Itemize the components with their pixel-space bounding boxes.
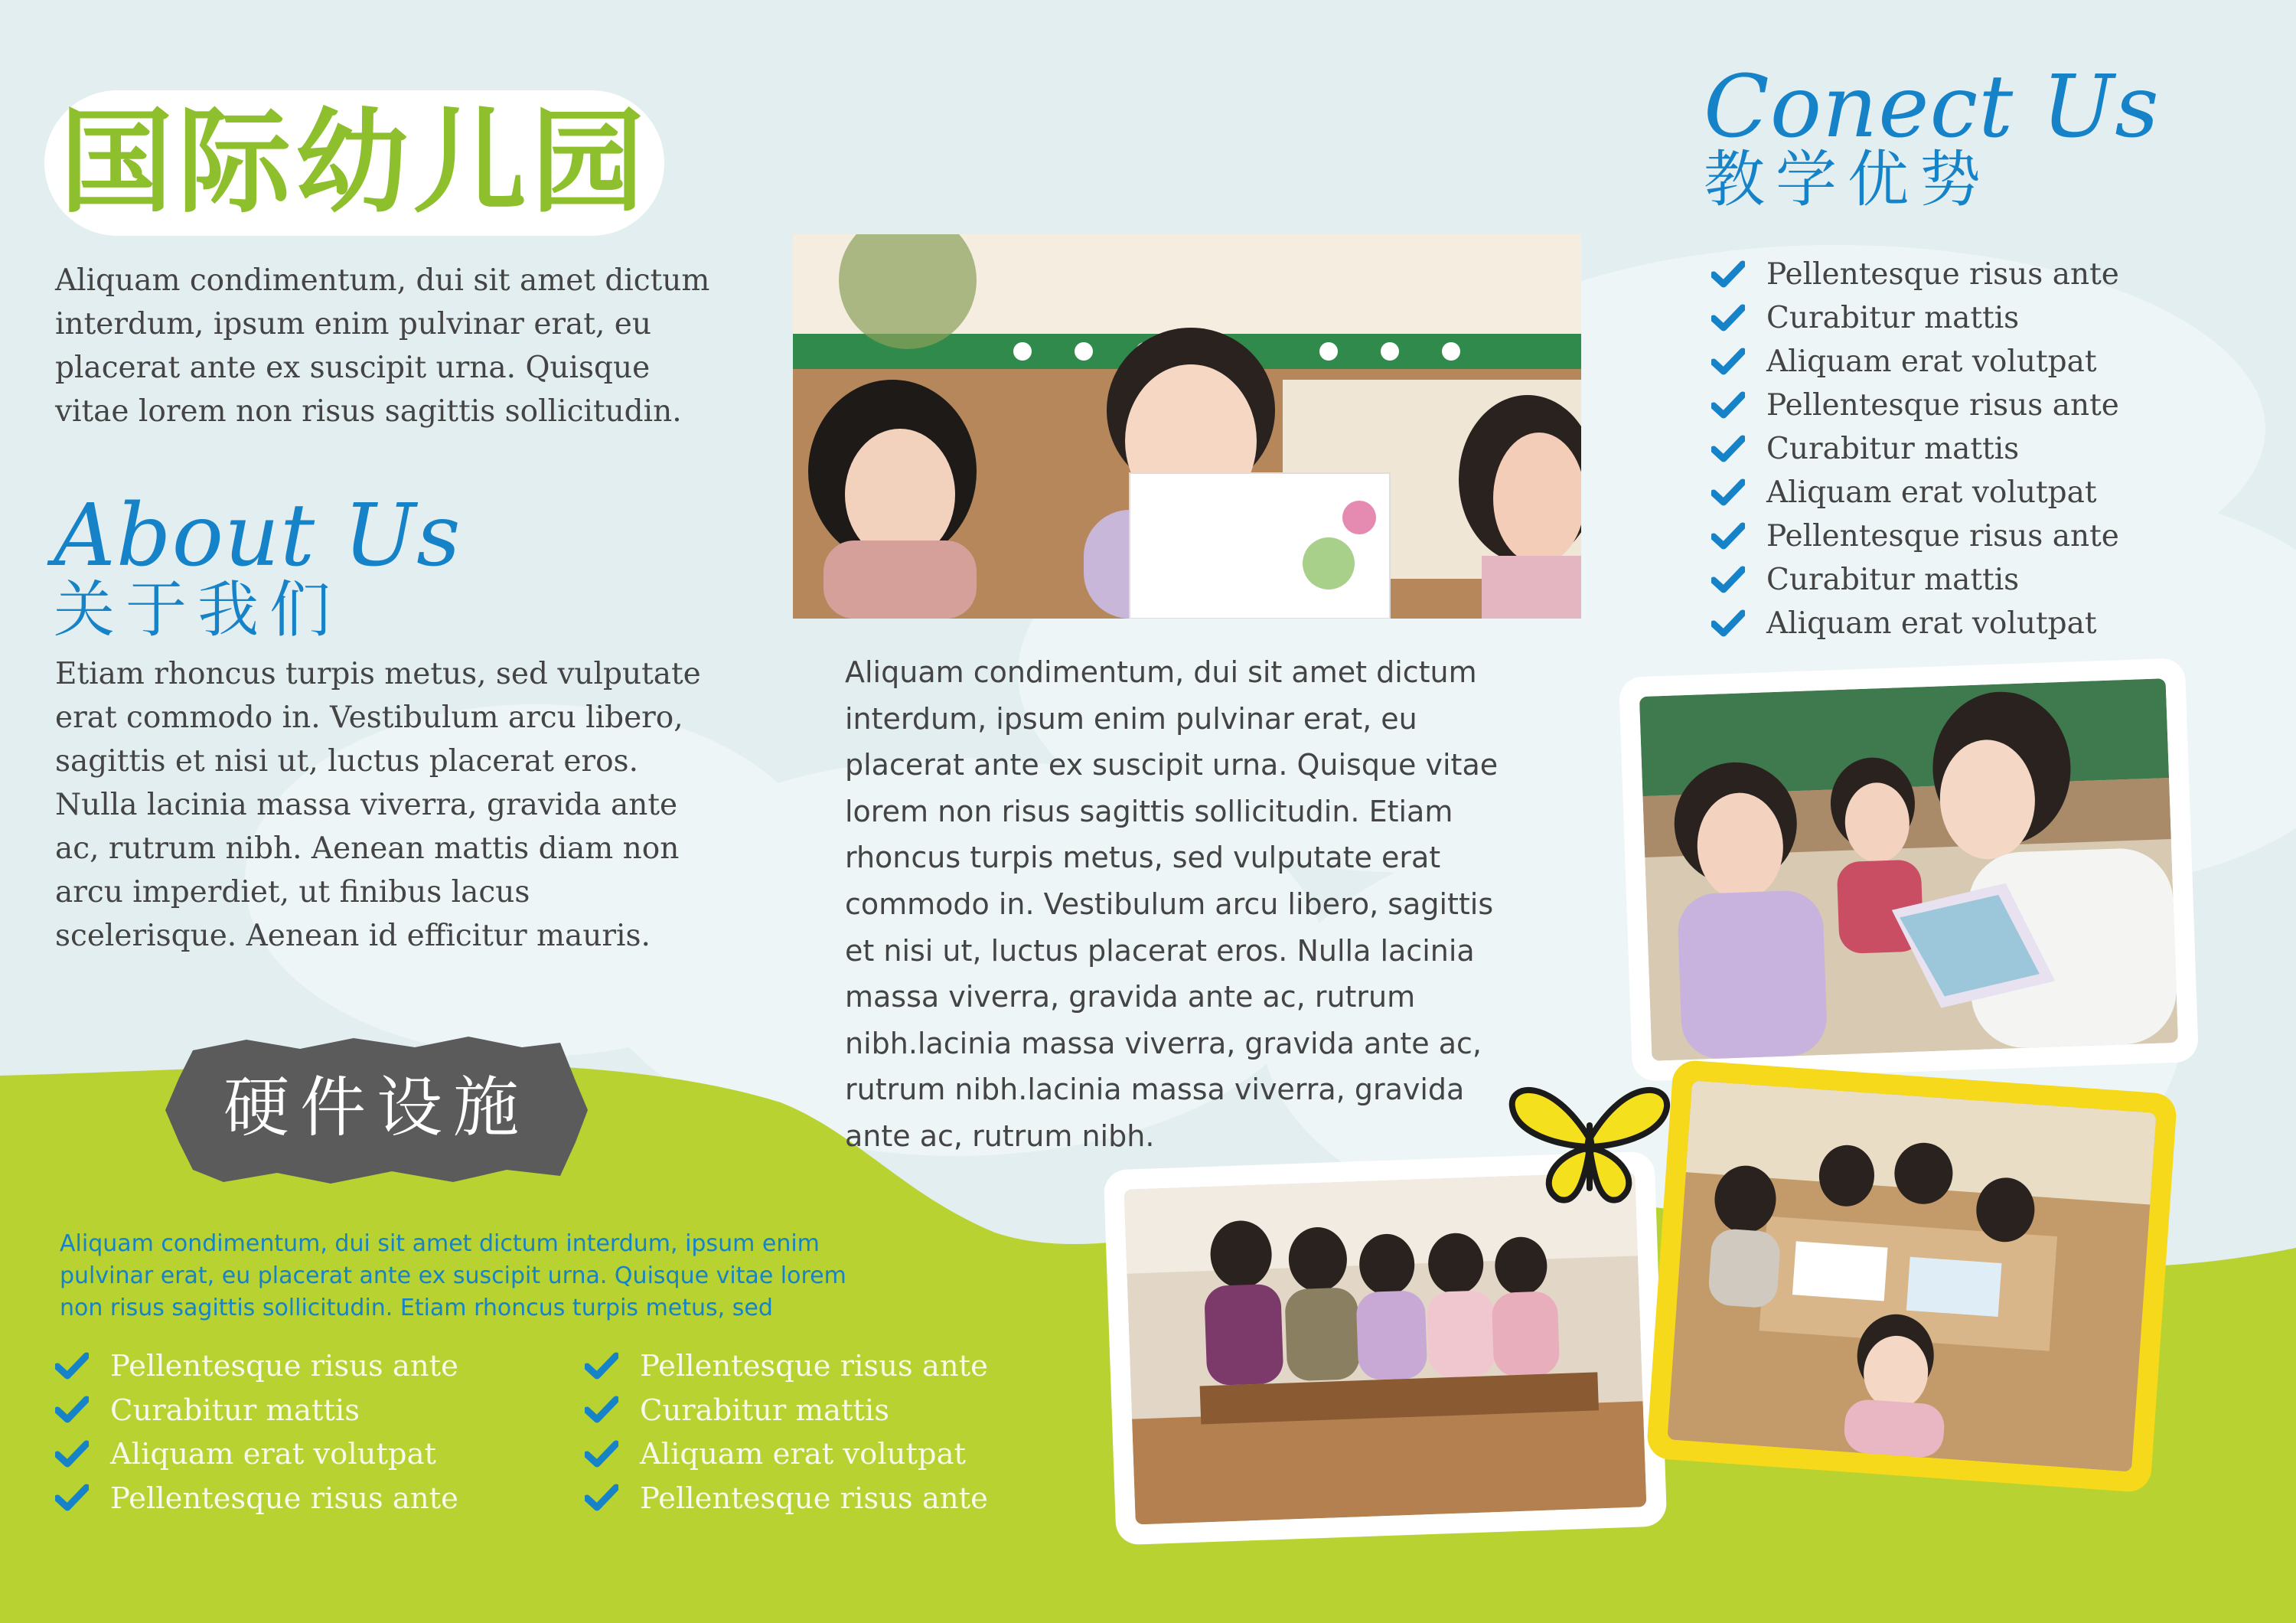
- check-icon: [1711, 390, 1745, 421]
- check-icon: [1711, 303, 1745, 334]
- logo-text: 国际幼儿园: [60, 96, 649, 228]
- list-item: Pellentesque risus ante: [585, 1344, 988, 1389]
- badge-text: 硬件设施: [223, 1069, 530, 1146]
- contact-title-cn: 教学优势: [1704, 144, 1991, 215]
- check-icon: [55, 1395, 89, 1425]
- check-icon: [55, 1483, 89, 1514]
- check-icon: [585, 1483, 618, 1514]
- contact-list: [1711, 253, 2119, 645]
- check-icon: [1711, 260, 1745, 290]
- list-item: Pellentesque risus ante: [55, 1344, 458, 1389]
- facilities-paragraph: Aliquam condimentum, dui sit amet dictum interdum, ipsum enim pulvinar erat, eu placerat ante ex suscipit urna. Quisque vitae lorem non risus sagittis sollicitudin. Etiam rhoncus turpis metus, sed: [60, 1230, 846, 1321]
- contact-title-en: Conect Us: [1704, 57, 2160, 157]
- list-item: Pellentesque risus ante: [1711, 514, 2119, 558]
- list-item: Curabitur mattis: [585, 1389, 988, 1433]
- check-icon: [1711, 478, 1745, 508]
- list-item: Aliquam erat volutpat: [585, 1432, 988, 1477]
- list-item: Curabitur mattis: [1711, 427, 2119, 471]
- list-item: Curabitur mattis: [55, 1389, 458, 1433]
- list-item: Pellentesque risus ante: [1711, 384, 2119, 427]
- check-icon: [1711, 434, 1745, 465]
- check-icon: [585, 1439, 618, 1470]
- list-item: Aliquam erat volutpat: [1711, 602, 2119, 645]
- butterfly-icon: [1505, 1076, 1675, 1207]
- about-paragraph: Etiam rhoncus turpis metus, sed vulputate erat commodo in. Vestibulum arcu libero, sagittis et nisi ut, luctus placerat eros. Nulla lacinia massa viverra, gravida ante ac, rutrum nibh. Aenean mattis diam non arcu imperdiet, ut finibus lacus scelerisque. Aenean id efficitur mauris.: [55, 657, 701, 953]
- list-item: Pellentesque risus ante: [585, 1477, 988, 1521]
- list-item: Aliquam erat volutpat: [1711, 471, 2119, 514]
- facilities-list-left: [55, 1344, 458, 1520]
- check-icon: [1711, 347, 1745, 377]
- list-item: Curabitur mattis: [1711, 296, 2119, 340]
- intro-paragraph: Aliquam condimentum, dui sit amet dictum interdum, ipsum enim pulvinar erat, eu placerat ante ex suscipit urna. Quisque vitae lorem non risus sagittis sollicitudin.: [55, 263, 710, 429]
- list-item: Pellentesque risus ante: [1711, 253, 2119, 296]
- check-icon: [585, 1351, 618, 1382]
- photo-children-seated: [1104, 1151, 1668, 1546]
- logo: [44, 90, 664, 236]
- facilities-badge: [162, 1035, 591, 1185]
- check-icon: [55, 1351, 89, 1382]
- check-icon: [585, 1395, 618, 1425]
- list-item: Aliquam erat volutpat: [55, 1432, 458, 1477]
- list-item: Curabitur mattis: [1711, 558, 2119, 602]
- photo-children-table: [1646, 1060, 2178, 1494]
- about-title-cn: 关于我们: [54, 574, 341, 645]
- check-icon: [1711, 565, 1745, 596]
- about-title-en: About Us: [54, 486, 461, 586]
- list-item: Pellentesque risus ante: [55, 1477, 458, 1521]
- list-item: Aliquam erat volutpat: [1711, 340, 2119, 384]
- check-icon: [1711, 521, 1745, 552]
- facilities-list-right: [585, 1344, 988, 1520]
- middle-paragraph: Aliquam condimentum, dui sit amet dictum interdum, ipsum enim pulvinar erat, eu placerat ante ex suscipit urna. Quisque vitae lorem non risus sagittis sollicitudin. Etiam rhoncus turpis metus, sed vulputate erat commodo in. Vestibulum arcu libero, sagittis et nisi ut, luctus placerat eros. Nulla lacinia massa viverra, gravida ante ac, rutrum nibh.lacinia massa viverra, gravida ante ac, rutrum nibh.lacinia massa viverra, gravida ante ac, rutrum nibh.: [845, 655, 1499, 1153]
- photo-teacher-reading: [1619, 658, 2199, 1082]
- check-icon: [1711, 609, 1745, 639]
- photo-child-drawing: [793, 234, 1581, 619]
- check-icon: [55, 1439, 89, 1470]
